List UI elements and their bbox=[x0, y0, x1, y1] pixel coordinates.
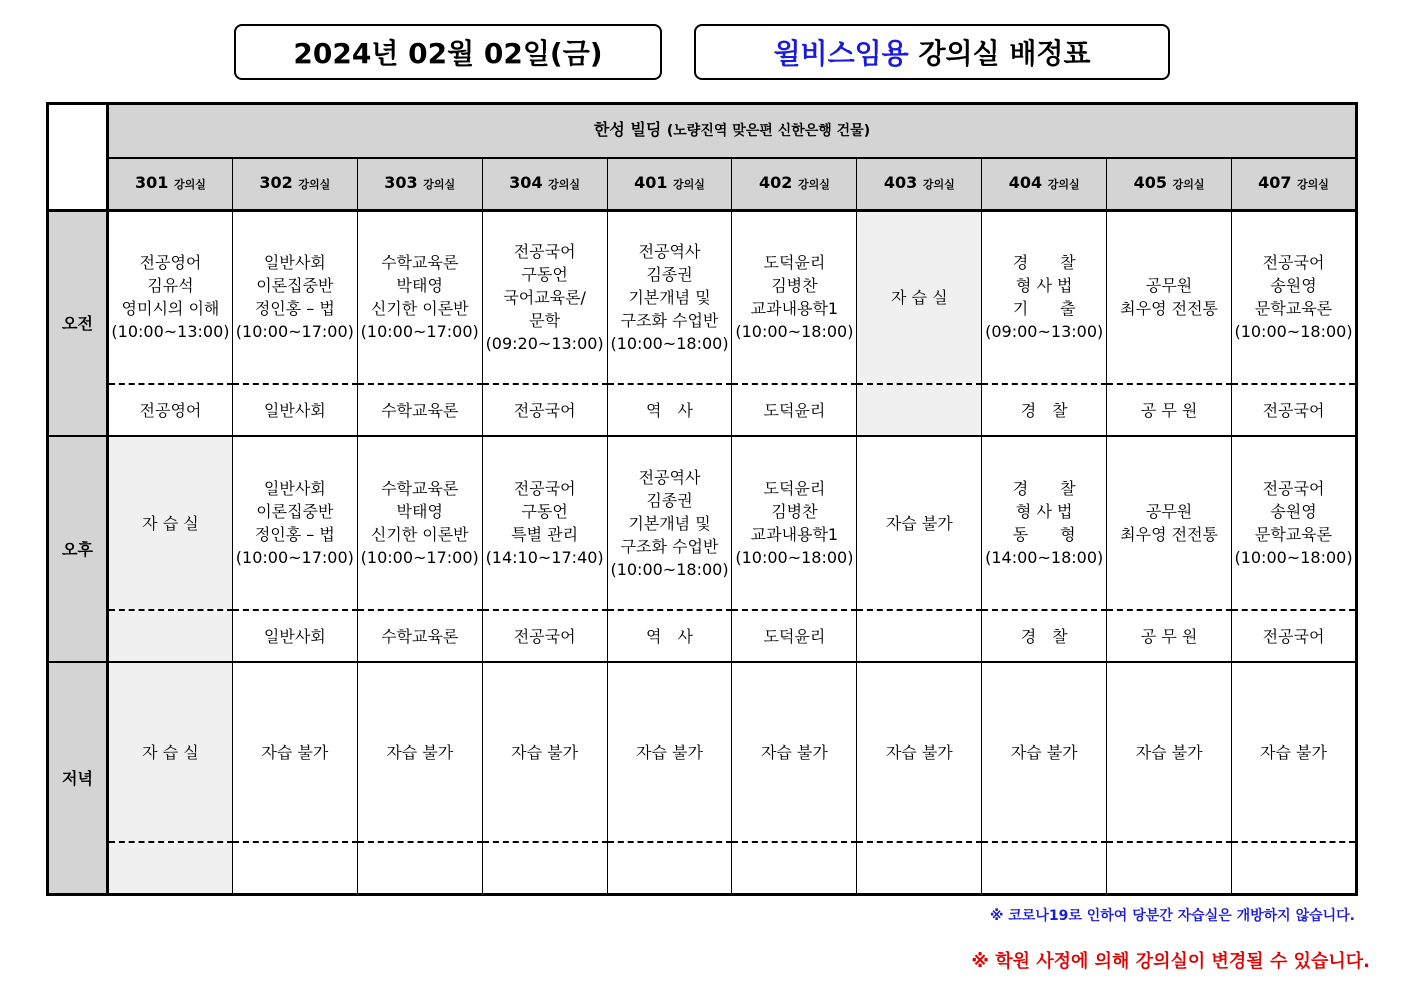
room-suffix: 강의실 bbox=[423, 178, 456, 192]
class-cell: 공무원 최우영 전전통 bbox=[1107, 436, 1232, 610]
class-cell: 자습 불가 bbox=[732, 662, 857, 842]
class-cell: 자습 불가 bbox=[982, 662, 1107, 842]
classroom-schedule-table bbox=[46, 102, 1358, 896]
room-header-301 bbox=[108, 158, 233, 210]
subject-label-cell: 전공국어 bbox=[1232, 384, 1357, 436]
subject-label-cell: 역 사 bbox=[607, 384, 732, 436]
room-suffix: 강의실 bbox=[797, 178, 830, 192]
subject-label-cell bbox=[357, 842, 482, 895]
room-number: 404 bbox=[1008, 173, 1043, 193]
room-suffix: 강의실 bbox=[298, 178, 331, 192]
subject-label-cell: 전공국어 bbox=[482, 610, 607, 662]
room-suffix: 강의실 bbox=[173, 178, 206, 192]
room-number: 304 bbox=[509, 173, 543, 193]
room-header-303 bbox=[357, 158, 482, 210]
room-header-row bbox=[48, 158, 1357, 210]
class-cell: 자 습 실 bbox=[108, 436, 233, 610]
subject-label-cell: 공 무 원 bbox=[1107, 610, 1232, 662]
class-cell: 자습 불가 bbox=[357, 662, 482, 842]
room-suffix: 강의실 bbox=[1172, 178, 1205, 192]
brand-name: 윌비스임용 bbox=[773, 37, 909, 70]
room-header-302 bbox=[232, 158, 357, 210]
title-text: 강의실 배정표 bbox=[918, 37, 1091, 70]
subject-label-cell bbox=[1107, 842, 1232, 895]
class-cell: 전공국어 구동언 특별 관리 (14:10~17:40) bbox=[482, 436, 607, 610]
period-row-bottom bbox=[48, 610, 1357, 662]
class-cell: 전공국어 송원영 문학교육론 (10:00~18:00) bbox=[1232, 436, 1357, 610]
subject-label-cell: 전공국어 bbox=[1232, 610, 1357, 662]
subject-label-cell: 전공영어 bbox=[108, 384, 233, 436]
covid-notice: ※ 코로나19로 인하여 당분간 자습실은 개방하지 않습니다. bbox=[989, 908, 1355, 924]
date-title bbox=[234, 24, 662, 80]
subject-label-cell: 역 사 bbox=[607, 610, 732, 662]
class-cell: 자습 불가 bbox=[857, 662, 982, 842]
room-header-304 bbox=[482, 158, 607, 210]
building-header bbox=[108, 104, 1357, 158]
class-cell: 도덕윤리 김병찬 교과내용학1 (10:00~18:00) bbox=[732, 436, 857, 610]
room-number: 401 bbox=[634, 173, 668, 193]
class-cell: 자습 불가 bbox=[607, 662, 732, 842]
room-number: 402 bbox=[758, 173, 793, 193]
subject-label-cell bbox=[857, 384, 982, 436]
room-header-404 bbox=[982, 158, 1107, 210]
room-number: 407 bbox=[1258, 173, 1292, 193]
room-suffix: 강의실 bbox=[548, 178, 581, 192]
corner-cell bbox=[48, 104, 108, 211]
subject-label-cell bbox=[982, 842, 1107, 895]
room-header-401 bbox=[607, 158, 732, 210]
building-note: (노량진역 맞은편 신한은행 건물) bbox=[666, 123, 871, 140]
subject-label-cell: 경 찰 bbox=[982, 384, 1107, 436]
period-row-top bbox=[48, 662, 1357, 842]
subject-label-cell bbox=[1232, 842, 1357, 895]
room-header-402 bbox=[732, 158, 857, 210]
subject-label-cell: 공 무 원 bbox=[1107, 384, 1232, 436]
class-cell: 자 습 실 bbox=[108, 662, 233, 842]
class-cell: 전공국어 구동언 국어교육론/ 문학 (09:20~13:00) bbox=[482, 210, 607, 384]
room-number: 301 bbox=[135, 173, 169, 193]
subject-label-cell: 일반사회 bbox=[232, 384, 357, 436]
room-header-405 bbox=[1107, 158, 1232, 210]
period-label: 저녁 bbox=[48, 662, 108, 894]
period-row-bottom bbox=[48, 384, 1357, 436]
date-text: 2024년 02월 02일(금) bbox=[293, 37, 603, 70]
room-number: 405 bbox=[1133, 173, 1168, 193]
subject-label-cell bbox=[232, 842, 357, 895]
subject-label-cell bbox=[482, 842, 607, 895]
class-cell: 경 찰 형 사 법 동 형 (14:00~18:00) bbox=[982, 436, 1107, 610]
subject-label-cell bbox=[108, 842, 233, 895]
class-cell: 수학교육론 박태영 신기한 이론반 (10:00~17:00) bbox=[357, 436, 482, 610]
period-label: 오전 bbox=[48, 210, 108, 436]
subject-label-cell: 수학교육론 bbox=[357, 610, 482, 662]
class-cell: 전공영어 김유석 영미시의 이해 (10:00~13:00) bbox=[108, 210, 233, 384]
room-number: 303 bbox=[384, 173, 418, 193]
period-row-bottom bbox=[48, 842, 1357, 895]
period-row-top bbox=[48, 436, 1357, 610]
room-suffix: 강의실 bbox=[673, 178, 705, 192]
subject-label-cell bbox=[607, 842, 732, 895]
subject-label-cell bbox=[857, 610, 982, 662]
class-cell: 수학교육론 박태영 신기한 이론반 (10:00~17:00) bbox=[357, 210, 482, 384]
sheet-title bbox=[694, 24, 1170, 80]
class-cell: 일반사회 이론집중반 정인홍 – 법 (10:00~17:00) bbox=[232, 210, 357, 384]
subject-label-cell: 일반사회 bbox=[232, 610, 357, 662]
building-name: 한성 빌딩 bbox=[593, 120, 662, 140]
subject-label-cell bbox=[857, 842, 982, 895]
class-cell: 자습 불가 bbox=[1232, 662, 1357, 842]
class-cell: 전공국어 송원영 문학교육론 (10:00~18:00) bbox=[1232, 210, 1357, 384]
class-cell: 자습 불가 bbox=[857, 436, 982, 610]
subject-label-cell bbox=[732, 842, 857, 895]
subject-label-cell: 도덕윤리 bbox=[732, 384, 857, 436]
room-header-403 bbox=[857, 158, 982, 210]
room-number: 302 bbox=[259, 173, 293, 193]
class-cell: 자습 불가 bbox=[482, 662, 607, 842]
room-change-notice: ※ 학원 사정에 의해 강의실이 변경될 수 있습니다. bbox=[971, 951, 1370, 972]
room-suffix: 강의실 bbox=[1047, 178, 1080, 192]
class-cell: 도덕윤리 김병찬 교과내용학1 (10:00~18:00) bbox=[732, 210, 857, 384]
class-cell: 경 찰 형 사 법 기 출 (09:00~13:00) bbox=[982, 210, 1107, 384]
class-cell: 전공역사 김종권 기본개념 및 구조화 수업반 (10:00~18:00) bbox=[607, 436, 732, 610]
subject-label-cell bbox=[108, 610, 233, 662]
subject-label-cell: 도덕윤리 bbox=[732, 610, 857, 662]
period-row-top bbox=[48, 210, 1357, 384]
room-suffix: 강의실 bbox=[1297, 178, 1329, 192]
subject-label-cell: 경 찰 bbox=[982, 610, 1107, 662]
class-cell: 자습 불가 bbox=[232, 662, 357, 842]
room-header-407 bbox=[1232, 158, 1357, 210]
class-cell: 일반사회 이론집중반 정인홍 – 법 (10:00~17:00) bbox=[232, 436, 357, 610]
subject-label-cell: 전공국어 bbox=[482, 384, 607, 436]
period-label: 오후 bbox=[48, 436, 108, 662]
class-cell: 공무원 최우영 전전통 bbox=[1107, 210, 1232, 384]
class-cell: 전공역사 김종권 기본개념 및 구조화 수업반 (10:00~18:00) bbox=[607, 210, 732, 384]
class-cell: 자 습 실 bbox=[857, 210, 982, 384]
class-cell: 자습 불가 bbox=[1107, 662, 1232, 842]
room-number: 403 bbox=[883, 173, 918, 193]
room-suffix: 강의실 bbox=[922, 178, 955, 192]
subject-label-cell: 수학교육론 bbox=[357, 384, 482, 436]
